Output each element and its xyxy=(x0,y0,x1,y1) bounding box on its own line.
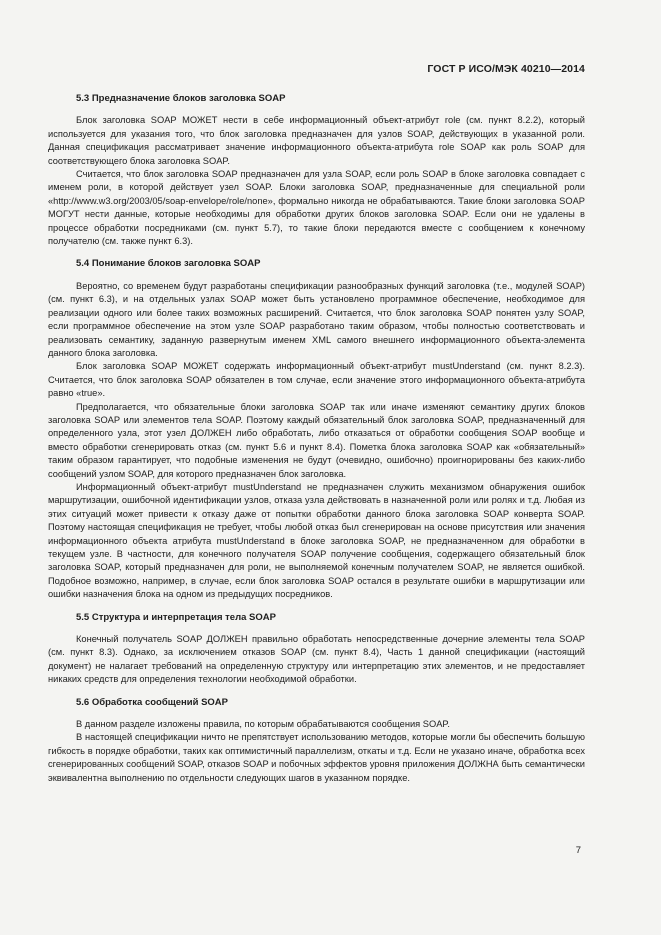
paragraph: Блок заголовка SOAP МОЖЕТ содержать информационный объект-атрибут mustUnderstand (см. пункт 8.2.3). Считается, что блок заголовка SOAP обязателен в том случае, если значение этого информационного объекта-атрибута равно «true». xyxy=(48,361,585,399)
section-title-5-4: 5.4 Понимание блоков заголовка SOAP xyxy=(76,258,261,270)
paragraph: Вероятно, со временем будут разработаны спецификации разнообразных функций заголовка (т.е., модулей SOAP) (см. пункт 6.3), и на отдельных узлах SOAP может быть установлено программное обеспечение, необходимое для реализации одного или более таких возможных расширений. Считается, что блок заголовка SOAP понятен узлу SOAP, если программное обеспечение на этом узле SOAP разработано таким образом, чтобы полностью соответствовать и реализовать семантику, заданную развернутым именем XML самого внешнего информационного объекта-элемента данного блока заголовка. xyxy=(48,280,585,358)
paragraph: Информационный объект-атрибут mustUnderstand не предназначен служить механизмом обнаружения ошибок маршрутизации, ошибочной идентификации узлов, отказа узла действовать в назначенной роли или ролях и т.д. Любая из этих ситуаций может привести к отказу даже от попытки обработки данного блока заголовка SOAP конверта SOAP. Поэтому настоящая спецификация не требует, чтобы любой отказ был сгенерирован на основе присутствия или значения информационного объекта атрибута mustUnderstand в блоке заголовка SOAP, не предназначенном для обработки в текущем узле. В частности, для конечного получателя SOAP получение сообщения, содержащего обязательный блок заголовка SOAP, который предназначен для роли, не выполняемой конечным получателем SOAP, не является ошибкой. Подобное возможно, например, в случае, если блок заголовка SOAP остался в результате ошибки в маршрутизации или ошибки назначения блока на одном из предыдущих посредников. xyxy=(48,481,585,600)
standard-header: ГОСТ Р ИСО/МЭК 40210—2014 xyxy=(427,63,585,75)
document-body xyxy=(48,92,585,785)
paragraph: Считается, что блок заголовка SOAP предназначен для узла SOAP, если роль SOAP в блоке заголовка совпадает с именем роли, в которой действует узел SOAP. Блоки заголовка SOAP, предназначенные для специальной роли «http://www.w3.org/2003/05/soap-envelope/role/none», формально никогда не обрабатываются. Такие блоки заголовка SOAP МОГУТ нести данные, которые необходимы для обработки других блоков заголовка SOAP. Если они не удалены в процессе обработки посредниками (см. пункт 5.7), то такие блоки передаются вместе с сообщением к конечному получателю (см. также пункт 6.3). xyxy=(48,169,585,247)
section-title-5-3: 5.3 Предназначение блоков заголовка SOAP xyxy=(76,93,286,104)
page-number: 7 xyxy=(575,845,581,856)
paragraph: В настоящей спецификации ничто не препятствует использованию методов, которые могли бы обеспечить большую гибкость в порядке обработки, таких как оптимистичный параллелизм, откаты и т.д. Если не указано иначе, обработка всех сгенерированных сообщений SOAP, отказов SOAP и побочных эффектов уровня приложения ДОЛЖНА быть семантически эквивалентна выполнению по отдельности следующих шагов в указанном порядке. xyxy=(48,732,585,783)
section-title-5-5: 5.5 Структура и интерпретация тела SOAP xyxy=(76,611,276,623)
paragraph: В данном разделе изложены правила, по которым обрабатываются сообщения SOAP. xyxy=(76,719,450,730)
paragraph: Предполагается, что обязательные блоки заголовка SOAP так или иначе изменяют семантику других блоков заголовка SOAP или элементов тела SOAP. Поэтому каждый обязательный блок заголовка SOAP, предназначенный для определенного узла, этот узел ДОЛЖЕН либо обработать, либо отказаться от обработки сообщения SOAP вообще и вместо обработки сгенерировать отказ (см. пункт 5.6 и пункт 8.4). Пометка блока заголовка SOAP как «обязательный» таким образом гарантирует, что подобные изменения не будут (очевидно, ошибочно) проигнорированы без каких-либо сообщений узлом SOAP, для которого предназначен блок заголовка. xyxy=(48,401,585,479)
paragraph: Конечный получатель SOAP ДОЛЖЕН правильно обработать непосредственные дочерние элементы тела SOAP (см. пункт 8.3). Однако, за исключением отказов SOAP (см. пункт 8.4), Часть 1 данной спецификации (настоящий документ) не налагает требований на определенную структуру или интерпретацию этих элементов, и не предоставляет никаких средств для определения технологии необходимой обработки. xyxy=(48,634,585,685)
paragraph: Блок заголовка SOAP МОЖЕТ нести в себе информационный объект-атрибут role (см. пункт 8.2.2), который используется для указания того, что блок заголовка предназначен для узлов SOAP, действующих в указанной роли. Данная спецификация рассматривает значение информационного объекта-атрибута role SOAP как роль SOAP для соответствующего блока заголовка SOAP. xyxy=(48,115,585,166)
section-title-5-6: 5.6 Обработка сообщений SOAP xyxy=(76,696,228,708)
